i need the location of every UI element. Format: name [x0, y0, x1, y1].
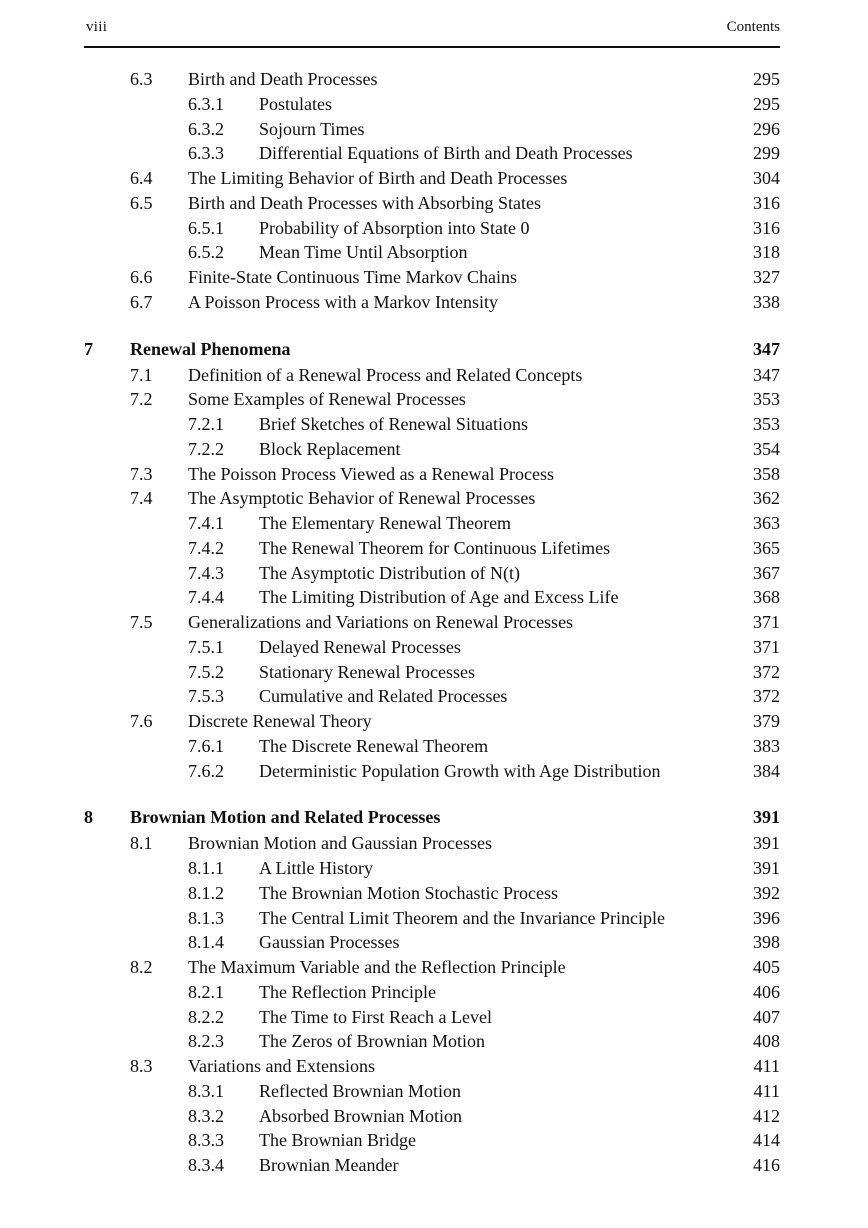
toc-entry-section	[84, 1054, 780, 1079]
toc-entry-subsection	[84, 92, 780, 117]
toc-entry-title: A Poisson Process with a Markov Intensity	[188, 291, 498, 312]
toc-entry-page: 383	[753, 735, 780, 756]
toc-entry-subsection	[84, 684, 780, 709]
toc-entry-subsection	[84, 117, 780, 142]
toc-entry-section	[84, 67, 780, 92]
toc-entry-title: The Asymptotic Distribution of N(t)	[259, 562, 520, 583]
toc-entry-title: The Maximum Variable and the Reflection Principle	[188, 957, 566, 977]
toc-entry-subsection	[84, 856, 780, 881]
toc-entry-page: 372	[753, 661, 780, 682]
toc-entry-page: 318	[753, 242, 780, 263]
toc-entry-title: The Asymptotic Behavior of Renewal Processes	[188, 488, 536, 509]
toc-entry-number: 6.3	[130, 69, 153, 89]
toc-entry-page: 396	[753, 907, 780, 928]
toc-entry-section	[84, 387, 780, 412]
toc-entry-number: 8.1.1	[188, 858, 224, 878]
toc-entry-title: Absorbed Brownian Motion	[259, 1105, 462, 1126]
toc-entry-page: 354	[753, 438, 780, 459]
toc-entry-title: Finite-State Continuous Time Markov Chains	[188, 267, 518, 287]
toc-entry-title: Brownian Motion and Related Processes	[130, 807, 441, 828]
toc-entry-subsection	[84, 635, 780, 660]
toc-entry-subsection	[84, 412, 780, 437]
toc-entry-number: 7.2	[130, 389, 153, 410]
toc-entry-title: Birth and Death Processes with Absorbing States	[188, 192, 541, 213]
toc-entry-title: The Brownian Bridge	[259, 1130, 416, 1151]
toc-entry-title: Postulates	[259, 93, 333, 114]
toc-entry-number: 6.7	[130, 291, 153, 312]
toc-entry-section	[84, 610, 780, 635]
toc-entry-section	[84, 709, 780, 734]
toc-entry-title: Deterministic Population Growth with Age Distribution	[259, 760, 661, 781]
toc-entry-subsection	[84, 1029, 780, 1054]
toc-entry-subsection	[84, 1005, 780, 1030]
toc-entry-title: Brief Sketches of Renewal Situations	[259, 414, 528, 434]
toc-entry-page: 391	[753, 807, 780, 828]
toc-entry-page: 408	[753, 1031, 780, 1052]
toc-entry-chapter	[84, 335, 780, 363]
toc-entry-section	[84, 290, 780, 315]
toc-entry-title: Cumulative and Related Processes	[259, 686, 508, 707]
toc-entry-number: 8.2	[130, 957, 153, 977]
toc-entry-subsection	[84, 240, 780, 265]
toc-entry-number: 7.4.3	[188, 562, 224, 583]
toc-entry-title: Definition of a Renewal Process and Related Concepts	[188, 364, 583, 385]
toc-entry-title: The Brownian Motion Stochastic Process	[259, 882, 558, 903]
toc-entry-page: 347	[753, 364, 780, 385]
toc-entry-number: 6.5.1	[188, 217, 224, 238]
toc-entry-page: 347	[753, 338, 780, 359]
toc-entry-number: 7.4.4	[188, 587, 224, 608]
toc-entry-subsection	[84, 759, 780, 784]
toc-entry-title: The Discrete Renewal Theorem	[259, 735, 489, 756]
toc-entry-page: 316	[753, 192, 780, 213]
toc-entry-number: 8.2.3	[188, 1031, 224, 1052]
toc-entry-number: 7.5	[130, 612, 153, 632]
toc-entry-number: 7.2.1	[188, 414, 224, 434]
toc-entry-number: 6.3.2	[188, 118, 224, 139]
toc-entry-title: Reflected Brownian Motion	[259, 1080, 461, 1101]
toc-entry-title: Probability of Absorption into State 0	[259, 217, 530, 238]
toc-entry-subsection	[84, 141, 780, 166]
toc-entry-subsection	[84, 881, 780, 906]
toc-entry-number: 7.5.1	[188, 636, 224, 657]
toc-entry-number: 7.5.2	[188, 661, 224, 682]
toc-entry-title: Stationary Renewal Processes	[259, 661, 475, 682]
toc-entry-subsection	[84, 660, 780, 685]
toc-entry-page: 363	[753, 513, 780, 533]
toc-entry-subsection	[84, 437, 780, 462]
toc-entry-subsection	[84, 1128, 780, 1153]
toc-entry-number: 6.6	[130, 267, 153, 287]
toc-entry-number: 8.1	[130, 833, 153, 854]
toc-entry-number: 8.3	[130, 1056, 153, 1076]
toc-entry-number: 7.4	[130, 488, 153, 509]
toc-entry-number: 7.3	[130, 463, 153, 484]
toc-entry-section	[84, 363, 780, 388]
toc-entry-number: 7.5.3	[188, 686, 224, 707]
toc-entry-title: Differential Equations of Birth and Death Processes	[259, 143, 633, 164]
toc-entry-subsection	[84, 1104, 780, 1129]
toc-entry-number: 7.6.1	[188, 735, 224, 756]
toc-entry-subsection	[84, 216, 780, 241]
toc-entry-number: 7	[84, 338, 93, 359]
toc-entry-page: 316	[753, 217, 780, 238]
toc-entry-section	[84, 486, 780, 511]
toc-entry-page: 365	[753, 537, 780, 558]
toc-entry-number: 8.3.4	[188, 1155, 224, 1175]
toc-entry-number: 7.2.2	[188, 438, 224, 459]
toc-entry-page: 338	[753, 291, 780, 312]
toc-entry-number: 8.2.2	[188, 1006, 224, 1027]
toc-entry-title: The Limiting Behavior of Birth and Death Processes	[188, 168, 568, 188]
toc-entry-title: The Central Limit Theorem and the Invariance Principle	[259, 907, 666, 928]
toc-entry-number: 7.1	[130, 364, 153, 385]
toc-entry-title: The Renewal Theorem for Continuous Lifetimes	[259, 537, 611, 558]
toc-entry-number: 7.4.2	[188, 537, 224, 558]
toc-entry-title: The Limiting Distribution of Age and Excess Life	[259, 587, 619, 608]
toc-entry-section	[84, 831, 780, 856]
toc-entry-page: 295	[753, 93, 780, 114]
toc-entry-page: 384	[753, 760, 780, 781]
toc-entry-page: 368	[753, 587, 780, 608]
toc-entry-page: 371	[753, 612, 780, 632]
toc-entry-title: Discrete Renewal Theory	[188, 711, 372, 731]
toc-entry-number: 6.4	[130, 168, 153, 188]
toc-entry-subsection	[84, 1153, 780, 1178]
toc-entry-page: 406	[753, 981, 780, 1002]
toc-entry-subsection	[84, 906, 780, 931]
toc-entry-page: 296	[753, 118, 780, 139]
toc-entry-page: 411	[753, 1080, 780, 1101]
toc-entry-number: 6.5	[130, 192, 153, 213]
toc-entry-title: Sojourn Times	[259, 118, 365, 139]
page-number-label: viii	[86, 19, 108, 35]
toc-entry-section	[84, 166, 780, 191]
toc-entry-page: 371	[753, 636, 780, 657]
toc-entry-title: Generalizations and Variations on Renewal Processes	[188, 612, 574, 632]
toc-entry-subsection	[84, 1079, 780, 1104]
toc-entry-page: 304	[753, 168, 780, 188]
toc-entry-number: 8.3.2	[188, 1105, 224, 1126]
toc-entry-number: 8.3.1	[188, 1080, 224, 1101]
toc-entry-section	[84, 462, 780, 487]
toc-entry-title: Renewal Phenomena	[130, 338, 291, 359]
toc-entry-title: Delayed Renewal Processes	[259, 636, 461, 657]
toc-entry-number: 7.4.1	[188, 513, 224, 533]
toc-entry-number: 8.1.2	[188, 882, 224, 903]
toc-entry-page: 392	[753, 882, 780, 903]
toc-entry-number: 8.1.4	[188, 932, 224, 953]
toc-entry-page: 327	[753, 267, 780, 287]
toc-entry-number: 6.3.3	[188, 143, 224, 164]
running-title: Contents	[726, 19, 780, 35]
toc-entry-title: The Zeros of Brownian Motion	[259, 1031, 485, 1052]
toc-entry-subsection	[84, 980, 780, 1005]
toc-entry-subsection	[84, 511, 780, 536]
toc-entry-number: 7.6	[130, 711, 153, 731]
toc-entry-title: The Time to First Reach a Level	[259, 1006, 492, 1027]
toc-entry-title: Block Replacement	[259, 438, 401, 459]
toc-entry-section	[84, 265, 780, 290]
toc-entry-title: The Elementary Renewal Theorem	[259, 513, 512, 533]
toc-entry-title: Gaussian Processes	[259, 932, 400, 953]
toc-entry-page: 362	[753, 488, 780, 509]
toc-entry-title: Birth and Death Processes	[188, 69, 378, 89]
toc-entry-title: Brownian Meander	[259, 1155, 399, 1175]
toc-entry-page: 379	[753, 711, 780, 731]
page-header	[84, 16, 780, 48]
toc-entry-page: 407	[753, 1006, 780, 1027]
toc-entry-subsection	[84, 536, 780, 561]
toc-entry-chapter	[84, 803, 780, 831]
toc-entry-title: Brownian Motion and Gaussian Processes	[188, 833, 492, 854]
toc-entry-title: The Poisson Process Viewed as a Renewal Process	[188, 463, 555, 484]
toc-entry-title: A Little History	[259, 858, 373, 878]
toc-entry-section	[84, 191, 780, 216]
toc-entry-page: 299	[753, 143, 780, 164]
toc-entry-number: 8.2.1	[188, 981, 224, 1002]
toc-entry-title: Variations and Extensions	[188, 1056, 375, 1076]
toc-entry-title: The Reflection Principle	[259, 981, 436, 1002]
toc-entry-page: 405	[753, 957, 780, 977]
toc-entry-page: 353	[753, 389, 780, 410]
toc-entry-page: 391	[753, 858, 780, 878]
table-of-contents	[84, 67, 780, 1178]
toc-entry-subsection	[84, 585, 780, 610]
toc-entry-page: 372	[753, 686, 780, 707]
toc-entry-page: 416	[753, 1155, 780, 1175]
toc-entry-number: 7.6.2	[188, 760, 224, 781]
toc-entry-subsection	[84, 930, 780, 955]
toc-entry-title: Mean Time Until Absorption	[259, 242, 468, 263]
toc-entry-section	[84, 955, 780, 980]
toc-entry-subsection	[84, 561, 780, 586]
toc-entry-page: 391	[753, 833, 780, 854]
toc-entry-page: 398	[753, 932, 780, 953]
toc-entry-subsection	[84, 734, 780, 759]
toc-entry-page: 367	[753, 562, 780, 583]
toc-entry-number: 6.5.2	[188, 242, 224, 263]
toc-entry-page: 414	[753, 1130, 780, 1151]
toc-entry-number: 8	[84, 807, 93, 828]
toc-entry-page: 295	[753, 69, 780, 89]
toc-entry-page: 412	[753, 1105, 780, 1126]
toc-entry-page: 411	[753, 1056, 780, 1076]
toc-entry-page: 353	[753, 414, 780, 434]
toc-entry-number: 8.1.3	[188, 907, 224, 928]
toc-entry-number: 8.3.3	[188, 1130, 224, 1151]
toc-entry-title: Some Examples of Renewal Processes	[188, 389, 466, 410]
toc-entry-number: 6.3.1	[188, 93, 224, 114]
toc-entry-page: 358	[753, 463, 780, 484]
